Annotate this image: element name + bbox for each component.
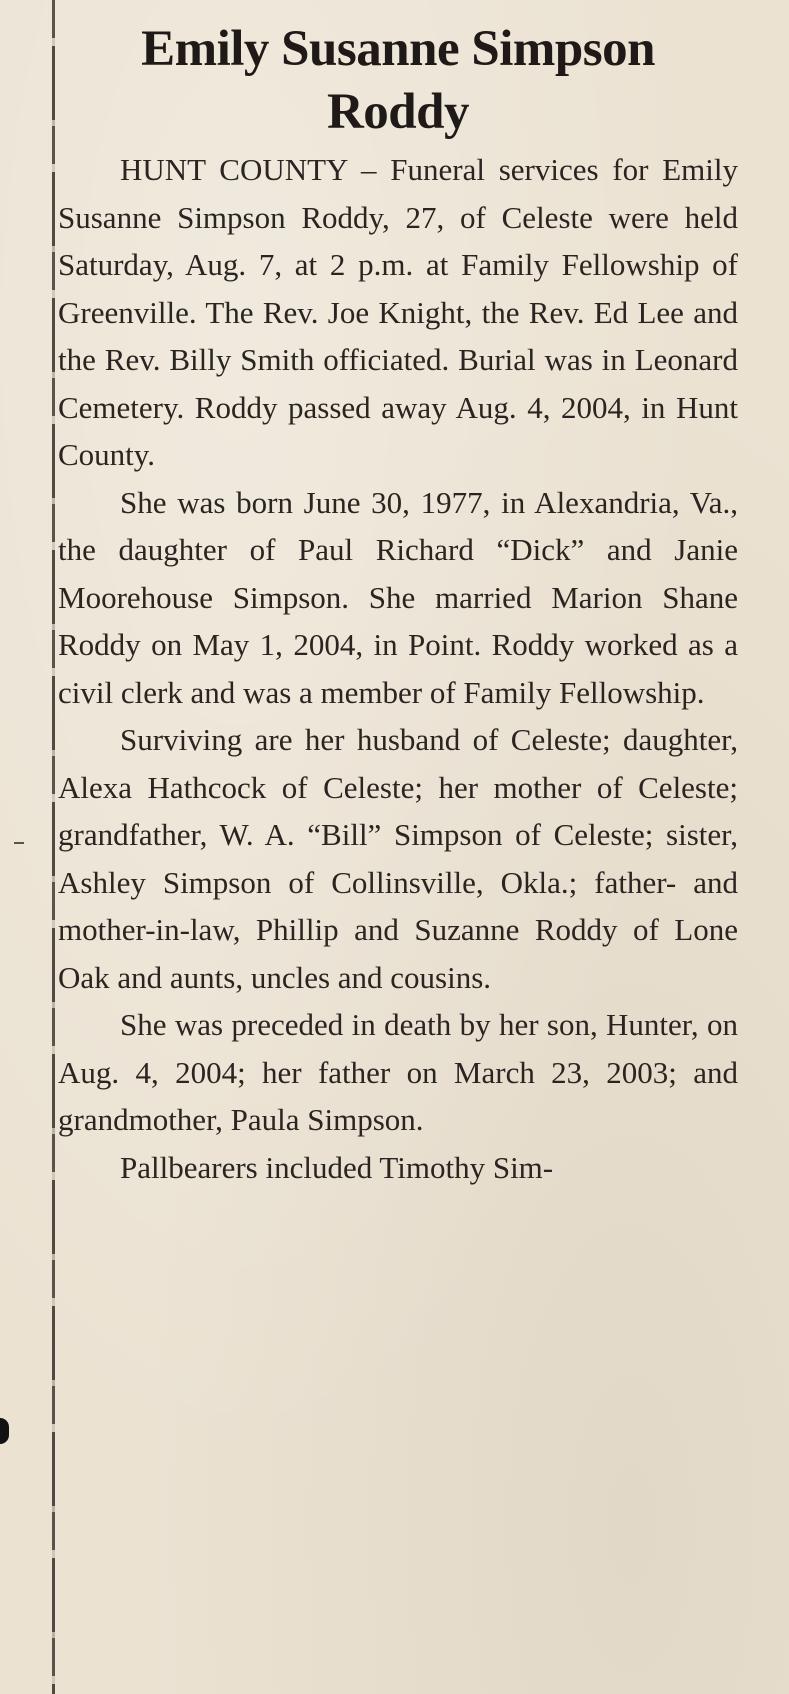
paragraph-pallbearers: Pallbearers included Timothy Sim-: [120, 1149, 554, 1185]
margin-mark: [14, 842, 24, 844]
headline-line-1: Emily Susanne Simpson: [141, 21, 655, 77]
column-rule: [52, 0, 55, 1694]
headline-line-2: Roddy: [326, 84, 470, 140]
obituary-headline: [58, 18, 738, 144]
paragraph-biography: She was born June 30, 1977, in Alexandria, Va., the daughter of Paul Richard “Dick” and Janie Moorehouse Simpson. She married Marion Shane Roddy on May 1, 2004, in Point. Roddy worked as a civil clerk and was a member of Family Fellowship.: [58, 484, 738, 710]
paragraph-preceded-in-death: She was preceded in death by her son, Hunter, on Aug. 4, 2004; her father on March 23, 2003; and grandmother, Paula Simpson.: [58, 1007, 738, 1137]
obituary-article: [58, 18, 738, 1191]
paragraph-survivors: Surviving are her husband of Celeste; daughter, Alexa Hathcock of Celeste; her mother of Celeste; grandfather, W. A. “Bill” Simpson of Celeste; sister, Ashley Simpson of Collinsville, Okla.; father- and mother-in-law, Phillip and Suzanne Roddy of Lone Oak and aunts, uncles and cousins.: [58, 722, 738, 995]
paragraph-funeral-services: HUNT COUNTY – Funeral services for Emily Susanne Simpson Roddy, 27, of Celeste were held Saturday, Aug. 7, at 2 p.m. at Family Fellowship of Greenville. The Rev. Joe Knight, the Rev. Ed Lee and the Rev. Billy Smith officiated. Burial was in Leonard Cemetery. Roddy passed away Aug. 4, 2004, in Hunt County.: [58, 152, 738, 472]
